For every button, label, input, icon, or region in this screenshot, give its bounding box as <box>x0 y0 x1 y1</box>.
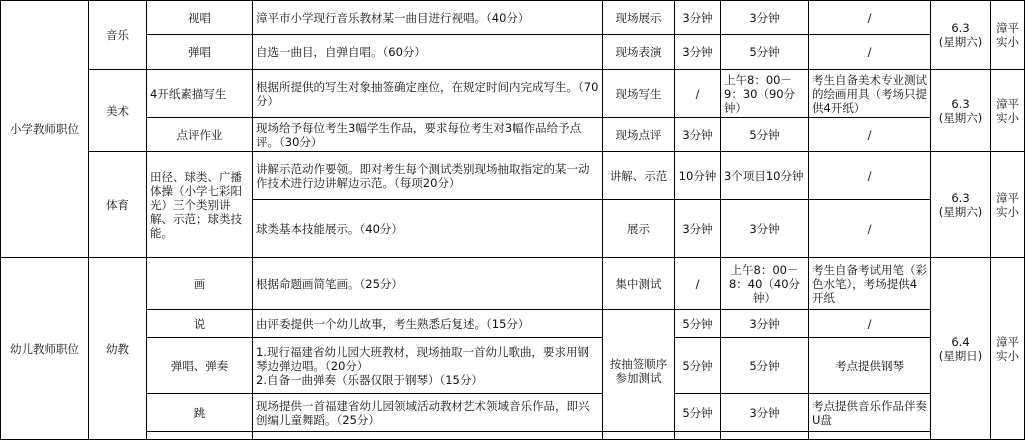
prep-cell: 3分钟 <box>675 118 721 152</box>
subject-cell: 幼教 <box>89 258 147 440</box>
note-cell: 考点提供钢琴 <box>809 338 931 394</box>
content-cell: 现场给予每位考生3幅学生作品，要求每位考生对3幅作品给予点评。（30分） <box>253 118 603 152</box>
item-cell: 画 <box>147 258 253 310</box>
time-cell: 上午8：00－8：40（40分钟） <box>721 258 809 310</box>
subject-cell: 美术 <box>89 70 147 152</box>
table-row <box>1 310 1025 338</box>
prep-cell: 3分钟 <box>675 35 721 70</box>
content-cell: 漳平市小学现行音乐教材某一曲目进行视唱。（40分） <box>253 1 603 35</box>
content-cell: 根据所提供的写生对象抽签确定座位，在规定时间内完成写生。（70分） <box>253 70 603 118</box>
method-cell: 现场写生 <box>603 70 675 118</box>
content-cell <box>253 338 603 394</box>
item-cell: 弹唱、弹奏 <box>147 338 253 394</box>
method-cell: 按抽签顺序参加测试 <box>603 310 675 432</box>
table-row <box>1 70 1025 118</box>
content-cell: 自选一曲目，自弹自唱。（60分） <box>253 35 603 70</box>
content-cell: 根据命题画简笔画。（25分） <box>253 258 603 310</box>
item-cell: 说 <box>147 310 253 338</box>
date-cell: 6.4 (星期日) <box>931 258 991 440</box>
time-cell: 3分钟 <box>721 1 809 35</box>
position-cell: 幼儿教师职位 <box>1 258 89 440</box>
time-cell: 5分钟 <box>721 338 809 394</box>
table-row <box>1 258 1025 310</box>
place-cell: 漳平 实小 <box>991 152 1025 258</box>
prep-cell: 5分钟 <box>675 310 721 338</box>
date-cell: 6.3 (星期六) <box>931 1 991 70</box>
table-row <box>1 118 1025 152</box>
note-cell: / <box>809 310 931 338</box>
table-row <box>1 394 1025 432</box>
content-cell: 由评委提供一个幼儿故事，考生熟悉后复述。（15分） <box>253 310 603 338</box>
note-cell: 考点提供音乐作品伴奏U盘 <box>809 394 931 432</box>
content-line: 1.现行福建省幼儿园大班教材，现场抽取一首幼儿歌曲，要求用钢琴边弹边唱。（20分） <box>256 344 589 373</box>
subject-cell: 音乐 <box>89 1 147 70</box>
method-cell: 展示 <box>603 200 675 258</box>
item-cell: 视唱 <box>147 1 253 35</box>
method-cell: 现场展示 <box>603 1 675 35</box>
item-cell: 弹唱 <box>147 35 253 70</box>
prep-cell: 3分钟 <box>675 1 721 35</box>
item-cell: 田径、球类、广播体操（小学七彩阳光）三个类别讲解、示范；球类技能。 <box>147 152 253 258</box>
content-cell: 球类基本技能展示。（40分） <box>253 200 603 258</box>
note-cell: 考生自备考试用笔（彩色水笔），考场提供4开纸 <box>809 258 931 310</box>
content-cell: 讲解示范动作要领。即对考生每个测试类别现场抽取指定的某一动作技术进行边讲解边示范。（每项20分） <box>253 152 603 200</box>
table-row <box>1 1 1025 35</box>
time-cell: 3分钟 <box>721 310 809 338</box>
method-cell: 讲解、示范 <box>603 152 675 200</box>
method-cell: 集中测试 <box>603 258 675 310</box>
time-cell: 5分钟 <box>721 35 809 70</box>
item-cell: 4开纸素描写生 <box>147 70 253 118</box>
subject-cell: 体育 <box>89 152 147 258</box>
time-cell: 3分钟 <box>721 394 809 432</box>
table-row <box>1 35 1025 70</box>
method-cell: 现场表演 <box>603 35 675 70</box>
place-cell: 漳平 实小 <box>991 1 1025 70</box>
time-cell: 3分钟 <box>721 200 809 258</box>
note-cell: / <box>809 152 931 200</box>
content-cell: 现场提供一首福建省幼儿园领域活动教材艺术领域音乐作品，即兴创编儿童舞蹈。（25分） <box>253 394 603 432</box>
table-row <box>1 338 1025 394</box>
position-cell: 小学教师职位 <box>1 1 89 258</box>
prep-cell: 5分钟 <box>675 338 721 394</box>
table-row <box>1 432 1025 440</box>
prep-cell: / <box>675 258 721 310</box>
note-cell: / <box>809 35 931 70</box>
item-cell: 点评作业 <box>147 118 253 152</box>
time-cell: 5分钟 <box>721 118 809 152</box>
content-line: 2.自备一曲弹奏（乐器仅限于钢琴）（15分） <box>256 372 483 387</box>
prep-cell: 3分钟 <box>675 200 721 258</box>
note-cell: / <box>809 1 931 35</box>
time-cell: 3个项目10分钟 <box>721 152 809 200</box>
item-cell: 跳 <box>147 394 253 432</box>
note-cell: / <box>809 200 931 258</box>
place-cell: 漳平 实小 <box>991 70 1025 152</box>
note-cell: 考生自备美术专业测试的绘画用具（考场只提供4开纸） <box>809 70 931 118</box>
note-cell: / <box>809 118 931 152</box>
date-cell: 6.3 (星期六) <box>931 152 991 258</box>
prep-cell: 10分钟 <box>675 152 721 200</box>
prep-cell: / <box>675 70 721 118</box>
table-row <box>1 152 1025 200</box>
place-cell: 漳平 实小 <box>991 258 1025 440</box>
date-cell: 6.3 (星期六) <box>931 70 991 152</box>
method-cell: 现场点评 <box>603 118 675 152</box>
prep-cell: 5分钟 <box>675 394 721 432</box>
time-cell: 上午8：00－9：30（90分钟） <box>721 70 809 118</box>
